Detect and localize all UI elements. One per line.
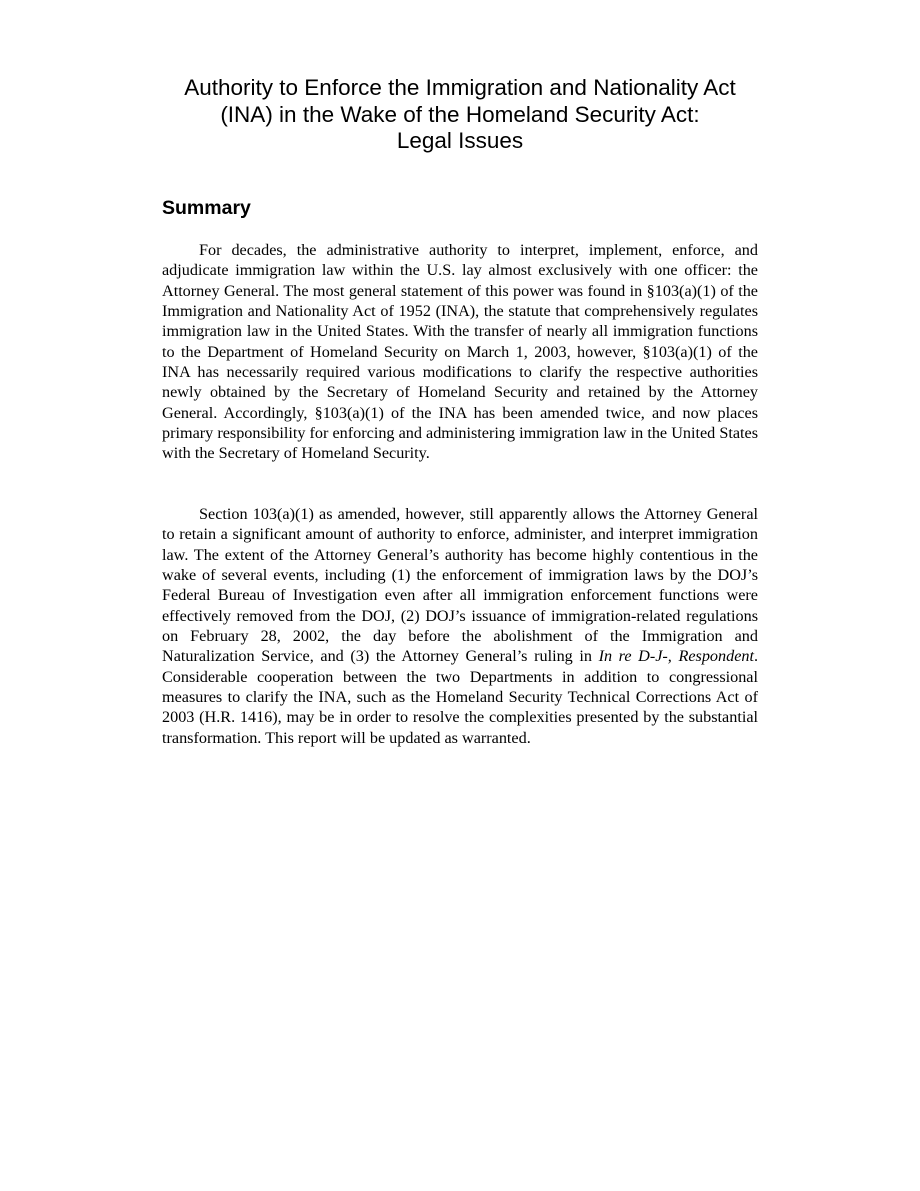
summary-heading: Summary	[162, 197, 251, 219]
summary-paragraph-2	[162, 504, 758, 748]
paragraph-2-text-start: Section 103(a)(1) as amended, however, still apparently allows the Attorney General to retain a significant amount of authority to enforce, administer, and interpret immigration law. The extent of the Attorney General’s authority has become highly contentious in the wake of several events, including (1) the enforcement of immigration laws by the DOJ’s Federal Bureau of Investigation even after all immigration enforcement functions were effectively removed from the DOJ, (2) DOJ’s issuance of immigration-related regulations on February 28, 2002, the day before the abolishment of the Immigration and Naturalization Service, and (3) the Attorney General’s ruling in	[162, 505, 758, 666]
summary-paragraph-1: For decades, the administrative authority to interpret, implement, enforce, and adjudicate immigration law within the U.S. lay almost exclusively with one officer: the Attorney General. The most general statement of this power was found in §103(a)(1) of the Immigration and Nationality Act of 1952 (INA), the statute that comprehensively regulates immigration law in the United States. With the transfer of nearly all immigration functions to the Department of Homeland Security on March 1, 2003, however, §103(a)(1) of the INA has necessarily required various modifications to clarify the respective authorities newly obtained by the Secretary of Homeland Security and retained by the Attorney General. Accordingly, §103(a)(1) of the INA has been amended twice, and now places primary responsibility for enforcing and administering immigration law in the United States with the Secretary of Homeland Security.	[162, 241, 758, 463]
paragraph-2-text-end: . Considerable cooperation between the two Departments in addition to congressional measures to clarify the INA, such as the Homeland Security Technical Corrections Act of 2003 (H.R. 1416), may be in order to resolve the complexities presented by the substantial transformation. This report will be updated as warranted.	[162, 647, 759, 747]
title-line-3: Legal Issues	[396, 128, 524, 153]
case-name: In re D-J-, Respondent	[598, 647, 754, 666]
document-title	[140, 75, 780, 155]
title-line-1: Authority to Enforce the Immigration and Nationality Act	[184, 75, 736, 100]
title-line-2: (INA) in the Wake of the Homeland Security Act:	[220, 101, 700, 127]
